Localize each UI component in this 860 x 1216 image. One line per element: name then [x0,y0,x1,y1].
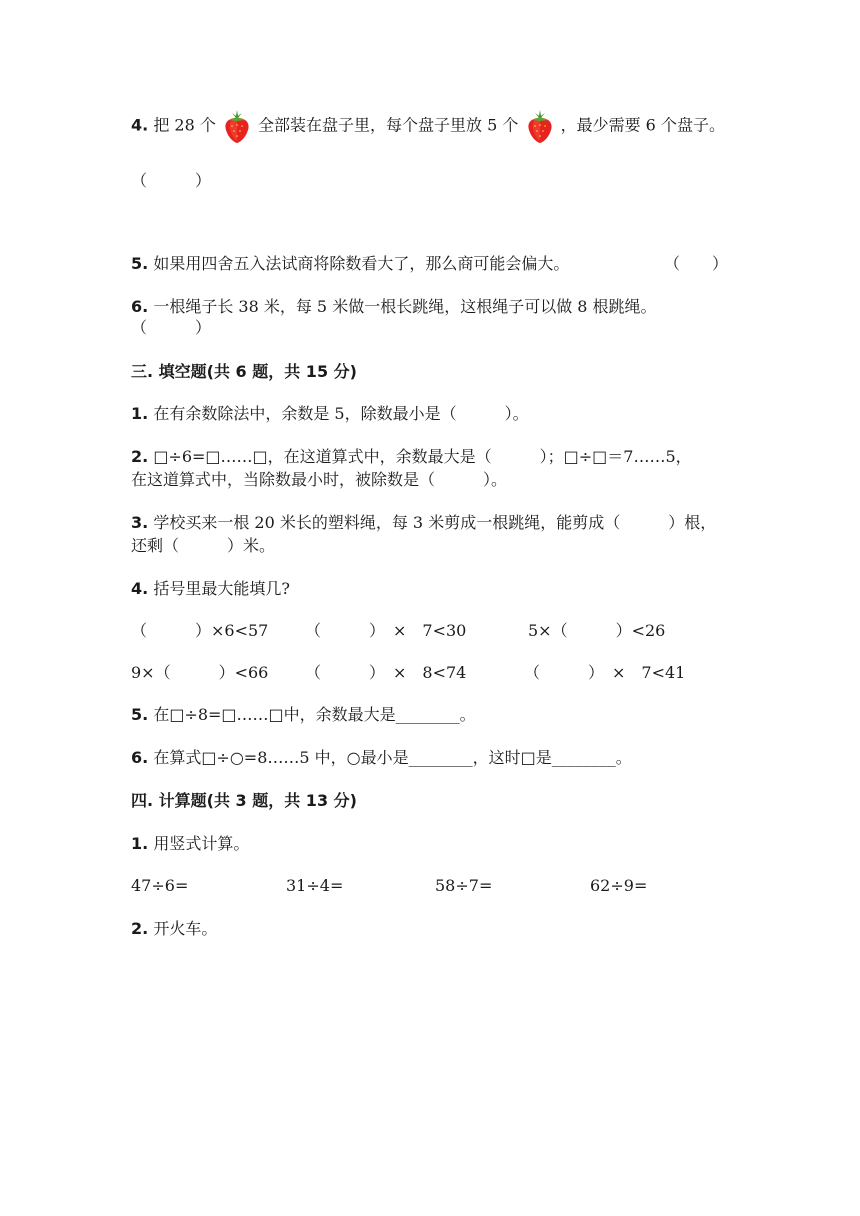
question-text: 在算式□÷○=8……5 中，○最小是________，这时□是________。 [153,748,632,767]
question-number: 6. [131,297,149,316]
inequality-item: （ ） × 7<41 [524,663,686,682]
division-item: 47÷6= [131,876,189,895]
question-text: 一根绳子长 38 米，每 5 米做一根长跳绳，这根绳子可以做 8 根跳绳。 [153,297,657,316]
question-number: 2. [131,919,149,938]
strawberry-icon [223,108,251,144]
answer-bracket: （ ） [131,171,212,190]
question-number: 4. [131,115,149,135]
question-text: 括号里最大能填几? [153,579,290,598]
fill-question-3 [131,513,716,533]
question-number: 4. [131,579,149,598]
fill-question-6 [131,748,632,768]
question-text: 如果用四舍五入法试商将除数看大了，那么商可能会偏大。 [153,254,570,273]
question-text: 在□÷8=□……□中，余数最大是________。 [153,705,476,724]
inequality-item: （ ） × 8<74 [305,663,467,682]
division-item: 31÷4= [286,876,344,895]
fill-question-2 [131,447,692,467]
question-number: 5. [131,254,149,273]
inequality-item: 5×（ ）<26 [528,621,666,640]
inequality-item: 9×（ ）<66 [131,663,269,682]
division-item: 62÷9= [590,876,648,895]
inequality-item: （ ）×6<57 [131,621,269,640]
question-number: 6. [131,748,149,767]
question-6-judge [131,297,657,317]
question-text: 开火车。 [153,919,218,938]
answer-bracket: （ ） [664,254,729,273]
answer-bracket: （ ） [131,318,212,337]
fill-question-5 [131,705,476,725]
question-number: 1. [131,834,149,853]
section-title: 四. 计算题(共 3 题，共 13 分) [131,791,357,810]
question-text-part2: 全部装在盘子里，每个盘子里放 5 个 [258,115,519,135]
question-number: 1. [131,404,149,423]
question-number: 2. [131,447,149,466]
question-text-part1: 把 28 个 [153,115,216,135]
question-4-judge [131,108,725,144]
question-text-part3: ，最少需要 6 个盘子。 [560,115,725,135]
question-number: 5. [131,705,149,724]
question-number: 3. [131,513,149,532]
inequality-item: （ ） × 7<30 [305,621,467,640]
question-text: □÷6=□……□，在这道算式中，余数最大是（ ）；□÷□＝7……5， [153,447,692,466]
question-text: 用竖式计算。 [153,834,250,853]
fill-question-2-line2: 在这道算式中，当除数最小时，被除数是（ ）。 [131,470,508,489]
fill-question-1 [131,404,529,424]
calc-question-1 [131,834,249,854]
question-text: 在有余数除法中，余数是 5，除数最小是（ ）。 [153,404,529,423]
calc-question-2 [131,919,217,939]
section-title: 三. 填空题(共 6 题，共 15 分) [131,362,357,381]
fill-question-3-line2: 还剩（ ）米。 [131,536,276,555]
fill-question-4 [131,579,290,599]
strawberry-icon [526,108,554,144]
question-5-judge [131,254,569,274]
division-item: 58÷7= [435,876,493,895]
question-text: 学校买来一根 20 米长的塑料绳，每 3 米剪成一根跳绳，能剪成（ ）根， [153,513,717,532]
